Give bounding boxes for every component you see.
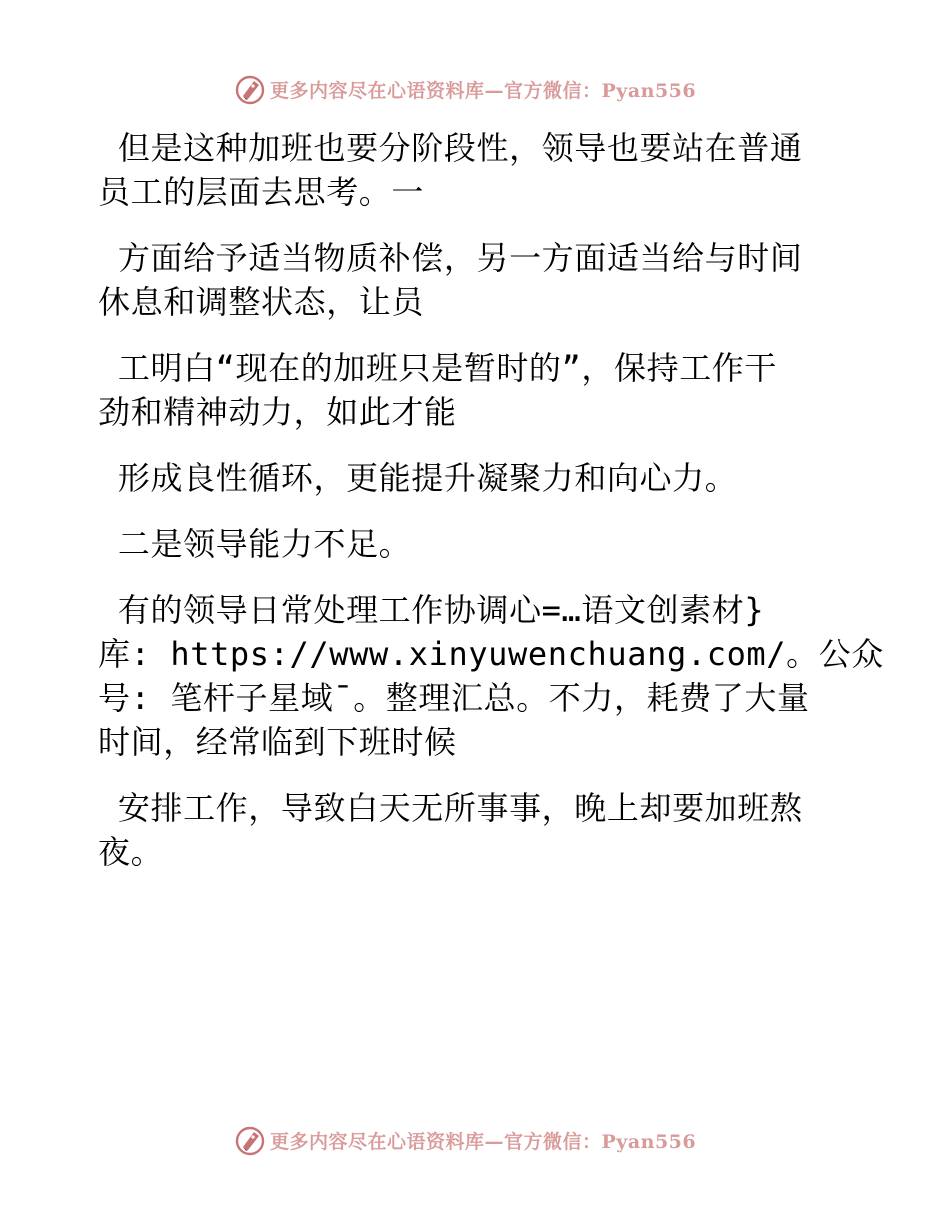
- banner-text: 更多内容尽在心语资料库—官方微信：Pyan556: [270, 79, 697, 102]
- pen-nib-circle-icon: [234, 1124, 266, 1156]
- text-line: 形成良性循环，更能提升凝聚力和向心力。: [98, 459, 738, 497]
- text-line: 员工的层面去思考。一: [98, 173, 425, 211]
- paragraph-gap: [98, 566, 838, 588]
- paragraph: [98, 456, 838, 500]
- header-banner: [234, 72, 734, 106]
- paragraph-gap: [98, 764, 838, 786]
- text-line: 时间，经常临到下班时候: [98, 723, 457, 761]
- text-line: 休息和调整状态，让员: [98, 283, 425, 321]
- paragraph-gap: [98, 324, 838, 346]
- text-line: 安排工作，导致白天无所事事，晚上却要加班熬: [98, 789, 803, 827]
- paragraph-gap: [98, 434, 838, 456]
- footer-banner: [234, 1123, 734, 1157]
- paragraph: [98, 786, 838, 874]
- text-line: 工明白“现在的加班只是暂时的”，保持工作干: [98, 349, 777, 387]
- pen-nib-circle-icon: [234, 73, 266, 105]
- text-line: 有的领导日常处理工作协调心=…语文创素材}: [98, 591, 765, 629]
- paragraph: [98, 236, 838, 324]
- paragraph: [98, 126, 838, 214]
- document-body: [98, 126, 884, 874]
- paragraph: [98, 346, 838, 434]
- paragraph-gap: [98, 214, 838, 236]
- paragraph-gap: [98, 500, 838, 522]
- banner-text: 更多内容尽在心语资料库—官方微信：Pyan556: [270, 1130, 697, 1153]
- text-line: 劲和精神动力，如此才能: [98, 393, 457, 431]
- text-line: 号: 笔杆子星域¯。整理汇总。不力，耗费了大量: [98, 679, 810, 717]
- text-line: 方面给予适当物质补偿，另一方面适当给与时间: [98, 239, 803, 277]
- text-line: 库: https://www.xinyuwenchuang.com/。公众: [98, 635, 884, 673]
- text-line: 二是领导能力不足。: [98, 525, 412, 563]
- paragraph: [98, 588, 884, 764]
- text-line: 夜。: [98, 833, 164, 871]
- text-line: 但是这种加班也要分阶段性，领导也要站在普通: [98, 129, 803, 167]
- paragraph: [98, 522, 838, 566]
